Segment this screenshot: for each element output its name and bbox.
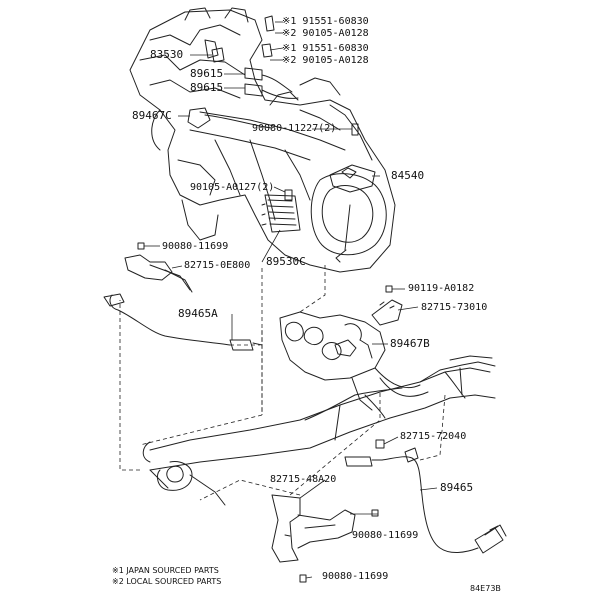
callout-90080-11699-c: 90080-11699 [322, 571, 389, 582]
callout-89615-a: 89615 [190, 67, 224, 80]
drawing-code: 84E73B [470, 584, 501, 593]
callout-82715-48a20: 82715-48A20 [270, 474, 337, 485]
callout-90105-a0128-top: ※2 90105-A0128 [282, 28, 369, 39]
callout-90105-a0127: 90105-A0127(2) [190, 182, 275, 193]
callout-89465a: 89465A [178, 307, 218, 320]
callout-90080-11227: 90080-11227(2) [252, 123, 337, 134]
callout-91551-60830-top: ※1 91551-60830 [282, 16, 369, 27]
callout-83530: 83530 [150, 48, 184, 61]
reference-lines [120, 265, 445, 500]
callout-91551-60830: ※1 91551-60830 [282, 43, 369, 54]
callout-89530c: 89530C [266, 255, 306, 268]
callout-89615-b: 89615 [190, 81, 224, 94]
callout-89467c: 89467C [132, 109, 172, 122]
callout-89465: 89465 [440, 481, 474, 494]
callout-90080-11699-b: 90080-11699 [352, 530, 419, 541]
footnote-japan-sourced: ※1 JAPAN SOURCED PARTS [112, 566, 219, 575]
callout-89467b: 89467B [390, 337, 430, 350]
callout-82715-0e800: 82715-0E800 [184, 260, 251, 271]
callout-90119-a0182: 90119-A0182 [408, 283, 475, 294]
callout-90080-11699-a: 90080-11699 [162, 241, 229, 252]
callout-90105-a0128: ※2 90105-A0128 [282, 55, 369, 66]
footnote-local-sourced: ※2 LOCAL SOURCED PARTS [112, 577, 222, 586]
callout-82715-72040: 82715-72040 [400, 431, 467, 442]
callout-82715-73010: 82715-73010 [421, 302, 488, 313]
callout-84540: 84540 [391, 169, 425, 182]
exhaust-manifold [280, 300, 428, 410]
